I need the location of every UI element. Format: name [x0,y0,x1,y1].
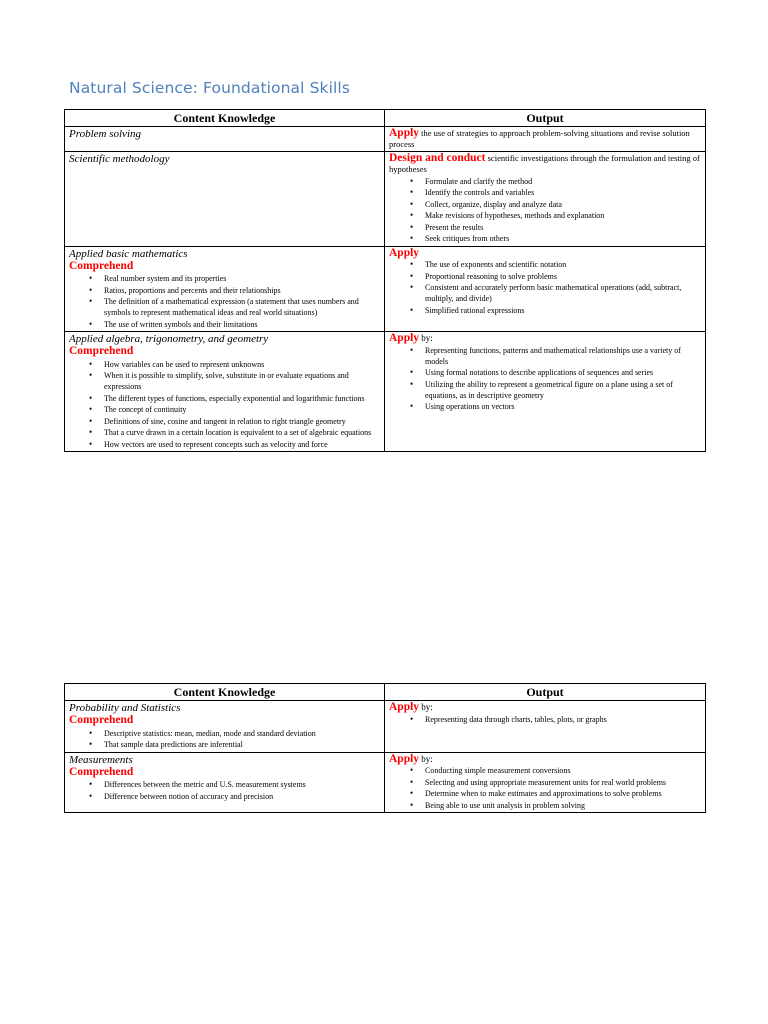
list-item: • Representing functions, patterns and mathematical relationships use a variety of models [425,345,701,367]
list-item: • Ratios, proportions and percents and their relationships [104,285,380,296]
list-item: • When it is possible to simplify, solve, substitute in or evaluate equations and expressions [104,370,380,392]
list-item: • Utilizing the ability to represent a geometrical figure on a plane using a set of equations, as in descriptive geometry [425,379,701,401]
list-item: • How vectors are used to represent concepts such as velocity and force [104,439,380,450]
table-header-row [65,110,706,127]
output-lead [389,333,701,344]
output-by-label: by: [419,333,433,343]
list-item: • Proportional reasoning to solve problems [425,271,701,282]
output-cell [385,752,706,813]
output-cell [385,127,706,152]
list-item: • How variables can be used to represent unknowns [104,359,380,370]
topic-title: Problem solving [69,128,141,140]
table-row [65,332,706,452]
list-item: • Present the results [425,222,701,233]
header-content-knowledge: Content Knowledge [65,684,385,701]
output-description: scientific investigations through the formulation and testing of hypotheses [389,153,700,174]
header-output: Output [385,110,706,127]
output-cell [385,246,706,332]
output-cell [385,701,706,753]
list-item: • That a curve drawn in a certain location is equivalent to a set of algebraic equations [104,427,380,438]
list-item: • Seek critiques from others [425,233,701,244]
list-item: • Identify the controls and variables [425,187,701,198]
list-item: • Real number system and its properties [104,273,380,284]
page-title: Natural Science: Foundational Skills [69,79,350,97]
list-item: • The concept of continuity [104,404,380,415]
table-body [65,127,706,452]
output-by-label: by: [419,753,433,764]
output-list [389,714,701,725]
output-list [389,345,701,413]
list-item: • Using operations on vectors [425,401,701,412]
table-row [65,152,706,247]
list-item: • The use of exponents and scientific notation [425,259,701,270]
list-item: • The use of written symbols and their limitations [104,319,380,330]
list-item: • The different types of functions, especially exponential and logarithmic functions [104,393,380,404]
list-item: • Difference between notion of accuracy and precision [104,791,380,802]
list-item: • The definition of a mathematical expression (a statement that uses numbers and symbols to represent mathematical ideas and real world situations) [104,296,380,318]
comprehend-keyword: Comprehend [69,259,134,272]
table-body [65,701,706,813]
content-list [69,359,380,450]
topic-title: Applied basic mathematics [69,247,188,260]
list-item: • Consistent and accurately perform basic mathematical operations (add, subtract, multiply, and divide) [425,282,701,304]
output-keyword: Design and conduct [389,152,486,164]
list-item: • Descriptive statistics: mean, median, mode and standard deviation [104,728,380,739]
output-by-label: by: [419,702,433,712]
output-keyword: Apply [389,246,420,259]
list-item: • Being able to use unit analysis in problem solving [425,800,701,811]
table-row [65,127,706,152]
list-item: • That sample data predictions are inferential [104,739,380,750]
content-list [69,779,380,802]
list-item: • Make revisions of hypotheses, methods and explanation [425,210,701,221]
list-item: • Selecting and using appropriate measurement units for real world problems [425,777,701,788]
topic-title: Scientific methodology [69,153,170,165]
table-row [65,246,706,332]
topic-title: Measurements [69,753,133,766]
list-item: • Formulate and clarify the method [425,176,701,187]
skills-table-2 [64,683,706,813]
output-list [389,176,701,245]
table-row [65,701,706,753]
list-item: • Definitions of sine, cosine and tangent in relation to right triangle geometry [104,416,380,427]
output-cell [385,332,706,452]
topic-title: Applied algebra, trigonometry, and geometry [69,333,269,345]
content-knowledge-cell [65,127,385,152]
content-list [69,728,380,751]
content-knowledge-cell [65,246,385,332]
skills-table-1 [64,109,706,452]
content-knowledge-cell [65,332,385,452]
content-knowledge-cell [65,752,385,813]
list-item: • Collect, organize, display and analyze data [425,199,701,210]
list-item: • Differences between the metric and U.S. measurement systems [104,779,380,790]
header-output: Output [385,684,706,701]
comprehend-keyword: Comprehend [69,714,134,726]
list-item: • Using formal notations to describe applications of sequences and series [425,367,701,378]
list-item: • Conducting simple measurement conversions [425,765,701,776]
list-item: • Determine when to make estimates and approximations to solve problems [425,788,701,799]
comprehend-keyword: Comprehend [69,765,134,778]
output-lead [389,248,701,259]
content-list [69,273,380,330]
list-item: • Simplified rational expressions [425,305,701,316]
output-keyword: Apply [389,332,420,344]
output-lead [389,153,701,175]
table-row [65,752,706,813]
content-knowledge-cell [65,152,385,247]
output-keyword: Apply [389,752,420,765]
output-keyword: Apply [389,701,420,713]
output-lead [389,702,701,713]
table-header-row [65,684,706,701]
output-list [389,765,701,811]
content-knowledge-cell [65,701,385,753]
output-cell [385,152,706,247]
comprehend-keyword: Comprehend [69,345,134,357]
output-keyword: Apply [389,127,420,139]
output-lead [389,754,701,765]
header-content-knowledge: Content Knowledge [65,110,385,127]
list-item: • Representing data through charts, tables, plots, or graphs [425,714,701,725]
output-lead [389,128,701,150]
output-list [389,259,701,316]
topic-title: Probability and Statistics [69,702,181,714]
output-description: the use of strategies to approach problem-solving situations and revise solution process [389,128,690,149]
